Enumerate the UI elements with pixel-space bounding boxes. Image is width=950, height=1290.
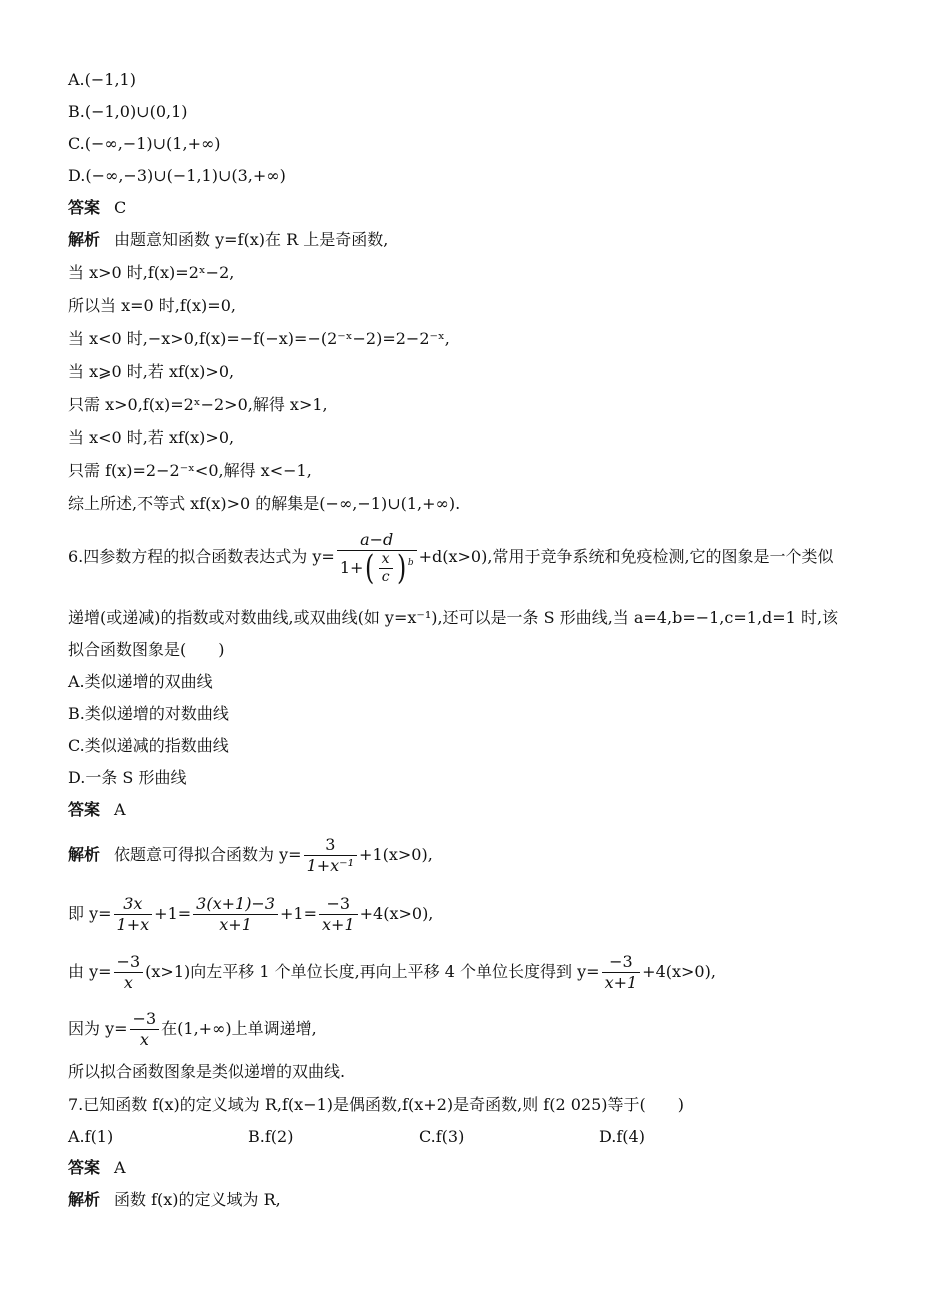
q6-analysis2-suffix: +4(x>0),: [359, 904, 434, 923]
q6-fraction-denominator: [337, 548, 417, 588]
fraction-denominator: x+1: [219, 915, 252, 934]
fraction-denominator: x+1: [604, 973, 638, 992]
q5-analysis-line: 当 x⩾0 时,若 xf(x)>0,: [68, 362, 235, 381]
q7-option-b: B.f(2): [248, 1127, 294, 1146]
q6-stem-line3: 拟合函数图象是( ): [68, 640, 225, 659]
q6-analysis-row3: [68, 947, 716, 997]
q6-analysis1-fraction: [304, 835, 357, 876]
fraction-denominator: 1+x: [116, 915, 150, 934]
q6-option-c: C.类似递减的指数曲线: [68, 736, 229, 755]
q6-stem-prefix: 6.四参数方程的拟合函数表达式为 y=: [68, 547, 335, 566]
analysis-label: 解析: [68, 845, 101, 864]
q6-stem-line2: 递增(或递减)的指数或对数曲线,或双曲线(如 y=x⁻¹),还可以是一条 S 形曲线,当 a=4,b=−1,c=1,d=1 时,该: [68, 608, 839, 627]
q7-options-row: [68, 1126, 868, 1148]
answer-label: 答案: [68, 800, 101, 819]
q5-answer-row: [68, 197, 126, 219]
q5-analysis-line: 只需 f(x)=2−2⁻ˣ<0,解得 x<−1,: [68, 461, 312, 480]
q5-option-c: C.(−∞,−1)∪(1,+∞): [68, 134, 221, 153]
q6-analysis-row1: [68, 830, 433, 880]
q7-option-a: A.f(1): [68, 1127, 114, 1146]
q6-analysis-row2: [68, 889, 433, 939]
fraction-numerator: −3: [130, 1009, 160, 1030]
analysis-label: 解析: [68, 230, 101, 249]
q6-analysis3-suffix: +4(x>0),: [642, 962, 716, 981]
q5-analysis-line: 当 x<0 时,若 xf(x)>0,: [68, 428, 235, 447]
q7-answer-row: [68, 1157, 126, 1179]
q7-option-d: D.f(4): [599, 1127, 645, 1146]
q6-stem-suffix: +d(x>0),常用于竞争系统和免疫检测,它的图象是一个类似: [418, 547, 834, 566]
fraction-denominator: 1+x⁻¹: [306, 856, 355, 875]
q5-analysis-line: 只需 x>0,f(x)=2ˣ−2>0,解得 x>1,: [68, 395, 328, 414]
q6-analysis3-prefix: 由 y=: [68, 962, 112, 981]
left-paren-icon: (: [365, 548, 375, 588]
q6-exponent: b: [407, 557, 414, 568]
q6-fraction-numerator: a−d: [337, 530, 417, 551]
analysis-label: 解析: [68, 1190, 101, 1209]
q6-fraction: [337, 530, 417, 586]
q6-analysis-row4: [68, 1004, 317, 1054]
q6-answer-row: [68, 799, 126, 821]
fraction-numerator: −3: [602, 952, 641, 973]
q6-analysis1-suffix: +1(x>0),: [359, 845, 433, 864]
q5-option-b: B.(−1,0)∪(0,1): [68, 102, 188, 121]
q6-analysis2-mid2: +1=: [280, 904, 318, 923]
q7-analysis-row: [68, 1189, 281, 1211]
q5-analysis-line: 当 x>0 时,f(x)=2ˣ−2,: [68, 263, 235, 282]
fraction-denominator: x: [123, 973, 133, 992]
q6-analysis4-suffix: 在(1,+∞)上单调递增,: [161, 1019, 317, 1038]
q6-den-prefix: 1+: [339, 557, 364, 577]
q5-analysis-line: 所以当 x=0 时,f(x)=0,: [68, 296, 236, 315]
fraction-numerator: −3: [319, 894, 358, 915]
answer-label: 答案: [68, 198, 101, 217]
q6-analysis3-mid: (x>1)向左平移 1 个单位长度,再向上平移 4 个单位长度得到 y=: [145, 962, 600, 981]
q7-option-c: C.f(3): [419, 1127, 465, 1146]
analysis-text: 函数 f(x)的定义域为 R,: [114, 1190, 281, 1209]
answer-value: A: [114, 1158, 126, 1177]
q5-option-a: A.(−1,1): [68, 70, 136, 89]
fraction-numerator: 3: [304, 835, 357, 856]
answer-value: A: [114, 800, 126, 819]
right-paren-icon: ): [396, 548, 406, 588]
q6-option-a: A.类似递增的双曲线: [68, 672, 213, 691]
q6-analysis-row5: 所以拟合函数图象是类似递增的双曲线.: [68, 1062, 346, 1081]
q5-analysis-line: 综上所述,不等式 xf(x)>0 的解集是(−∞,−1)∪(1,+∞).: [68, 494, 461, 513]
fraction-numerator: 3(x+1)−3: [193, 894, 278, 915]
fraction-numerator: 3x: [114, 894, 153, 915]
q6-option-b: B.类似递增的对数曲线: [68, 704, 229, 723]
analysis-text: 由题意知函数 y=f(x)在 R 上是奇函数,: [114, 230, 389, 249]
fraction-denominator: x+1: [322, 915, 355, 934]
q5-analysis-line: 当 x<0 时,−x>0,f(x)=−f(−x)=−(2⁻ˣ−2)=2−2⁻ˣ,: [68, 329, 450, 348]
q6-inner-numerator: x: [379, 551, 393, 569]
q5-analysis-row: [68, 229, 388, 251]
q6-inner-denominator: c: [381, 568, 390, 585]
fraction-denominator: x: [139, 1030, 149, 1049]
q6-analysis2-prefix: 即 y=: [68, 904, 112, 923]
fraction-numerator: −3: [114, 952, 144, 973]
q6-stem-line1: [68, 522, 834, 592]
q6-analysis2-mid1: +1=: [154, 904, 192, 923]
q7-stem: 7.已知函数 f(x)的定义域为 R,f(x−1)是偶函数,f(x+2)是奇函数,则 f(2 025)等于( ): [68, 1095, 684, 1114]
q6-analysis4-prefix: 因为 y=: [68, 1019, 128, 1038]
answer-label: 答案: [68, 1158, 101, 1177]
q6-option-d: D.一条 S 形曲线: [68, 768, 187, 787]
q5-option-d: D.(−∞,−3)∪(−1,1)∪(3,+∞): [68, 166, 286, 185]
q6-analysis1-prefix: 依题意可得拟合函数为 y=: [114, 845, 302, 864]
answer-value: C: [114, 198, 127, 217]
